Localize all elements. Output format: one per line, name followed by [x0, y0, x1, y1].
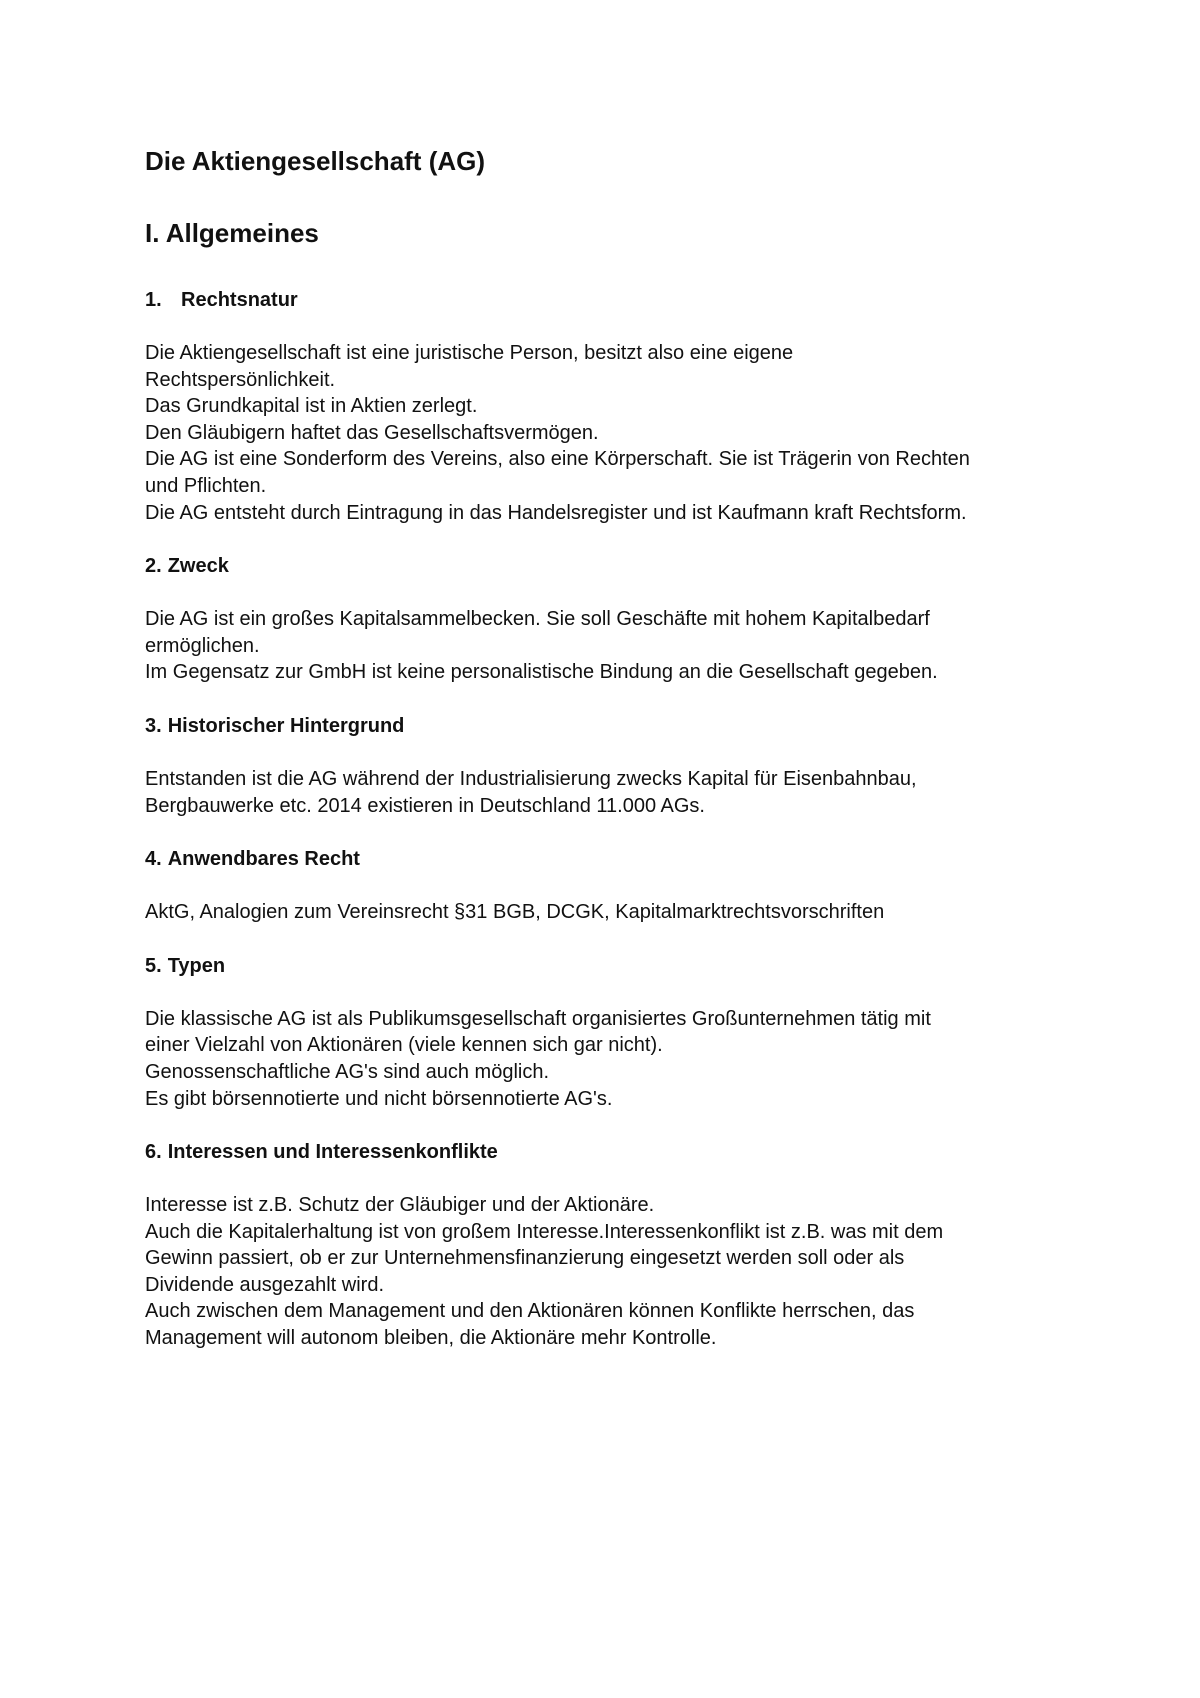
text-line: und Pflichten.	[145, 474, 267, 497]
section-number: 1.	[145, 289, 162, 311]
section-number: 6.	[145, 1141, 162, 1164]
text-line: Interesse ist z.B. Schutz der Gläubiger und der Aktionäre.	[145, 1194, 655, 1217]
section-paragraph	[145, 606, 1085, 686]
section-heading	[145, 552, 1085, 580]
text-line: Dividende ausgezahlt wird.	[145, 1273, 385, 1296]
section-paragraph	[145, 340, 1085, 526]
text-line: Genossenschaftliche AG's sind auch möglich.	[145, 1060, 550, 1083]
text-line: Es gibt börsennotierte und nicht börsennotierte AG's.	[145, 1087, 613, 1110]
section-heading	[145, 845, 1085, 873]
document-content	[145, 140, 1085, 1352]
section-heading	[145, 1138, 1085, 1166]
text-line: Gewinn passiert, ob er zur Unternehmensfinanzierung eingesetzt werden soll oder als	[145, 1247, 905, 1270]
section-typen	[145, 952, 1085, 1112]
section-heading-text: Typen	[167, 954, 226, 977]
text-line: ermöglichen.	[145, 634, 260, 657]
section-heading	[145, 286, 1085, 314]
text-line: Die klassische AG ist als Publikumsgesellschaft organisiertes Großunternehmen tätig mit	[145, 1007, 931, 1030]
text-line: Management will autonom bleiben, die Aktionäre mehr Kontrolle.	[145, 1327, 717, 1350]
text-line: Den Gläubigern haftet das Gesellschaftsvermögen.	[145, 421, 599, 444]
section-heading	[145, 712, 1085, 740]
section-heading-text: Interessen und Interessenkonflikte	[167, 1141, 498, 1164]
section-heading-text: Zweck	[167, 555, 229, 578]
section-heading-text: Historischer Hintergrund	[167, 714, 405, 737]
text-line: Die AG ist eine Sonderform des Vereins, also eine Körperschaft. Sie ist Trägerin von Rechten	[145, 448, 970, 471]
section-heading	[145, 952, 1085, 980]
section-number: 4.	[145, 848, 162, 871]
text-line: Auch die Kapitalerhaltung ist von großem Interesse.Interessenkonflikt ist z.B. was mit dem	[145, 1220, 944, 1243]
text-line: Die Aktiengesellschaft ist eine juristische Person, besitzt also eine eigene	[145, 342, 794, 364]
text-line: Das Grundkapital ist in Aktien zerlegt.	[145, 395, 478, 418]
text-line: Rechtspersönlichkeit.	[145, 368, 336, 391]
section-paragraph	[145, 899, 1085, 926]
section-heading-text: Anwendbares Recht	[167, 848, 360, 871]
text-line: Auch zwischen dem Management und den Aktionären können Konflikte herrschen, das	[145, 1300, 915, 1323]
section-zweck	[145, 552, 1085, 686]
section-number: 2.	[145, 555, 162, 578]
text-line: Im Gegensatz zur GmbH ist keine personalistische Bindung an die Gesellschaft gegeben.	[145, 661, 938, 684]
section-anwendbares-recht	[145, 845, 1085, 926]
section-historischer-hintergrund	[145, 712, 1085, 819]
section-paragraph	[145, 766, 1085, 819]
section-number: 3.	[145, 714, 162, 737]
section-number: 5.	[145, 954, 162, 977]
section-heading-text: Rechtsnatur	[181, 289, 298, 311]
part-title: I. Allgemeines	[145, 218, 319, 248]
text-line: Entstanden ist die AG während der Industrialisierung zwecks Kapital für Eisenbahnbau,	[145, 767, 917, 790]
text-line: Die AG ist ein großes Kapitalsammelbecken. Sie soll Geschäfte mit hohem Kapitalbedarf	[145, 608, 930, 631]
section-rechtsnatur	[145, 286, 1085, 526]
text-line: Die AG entsteht durch Eintragung in das Handelsregister und ist Kaufmann kraft Rechtsform.	[145, 501, 967, 524]
section-paragraph	[145, 1006, 1085, 1112]
text-line: AktG, Analogien zum Vereinsrecht §31 BGB, DCGK, Kapitalmarktrechtsvorschriften	[145, 901, 885, 924]
section-interessen	[145, 1138, 1085, 1352]
text-line: Bergbauwerke etc. 2014 existieren in Deutschland 11.000 AGs.	[145, 794, 705, 817]
text-line: einer Vielzahl von Aktionären (viele kennen sich gar nicht).	[145, 1034, 663, 1057]
document-title: Die Aktiengesellschaft (AG)	[145, 146, 486, 176]
section-paragraph	[145, 1192, 1085, 1352]
